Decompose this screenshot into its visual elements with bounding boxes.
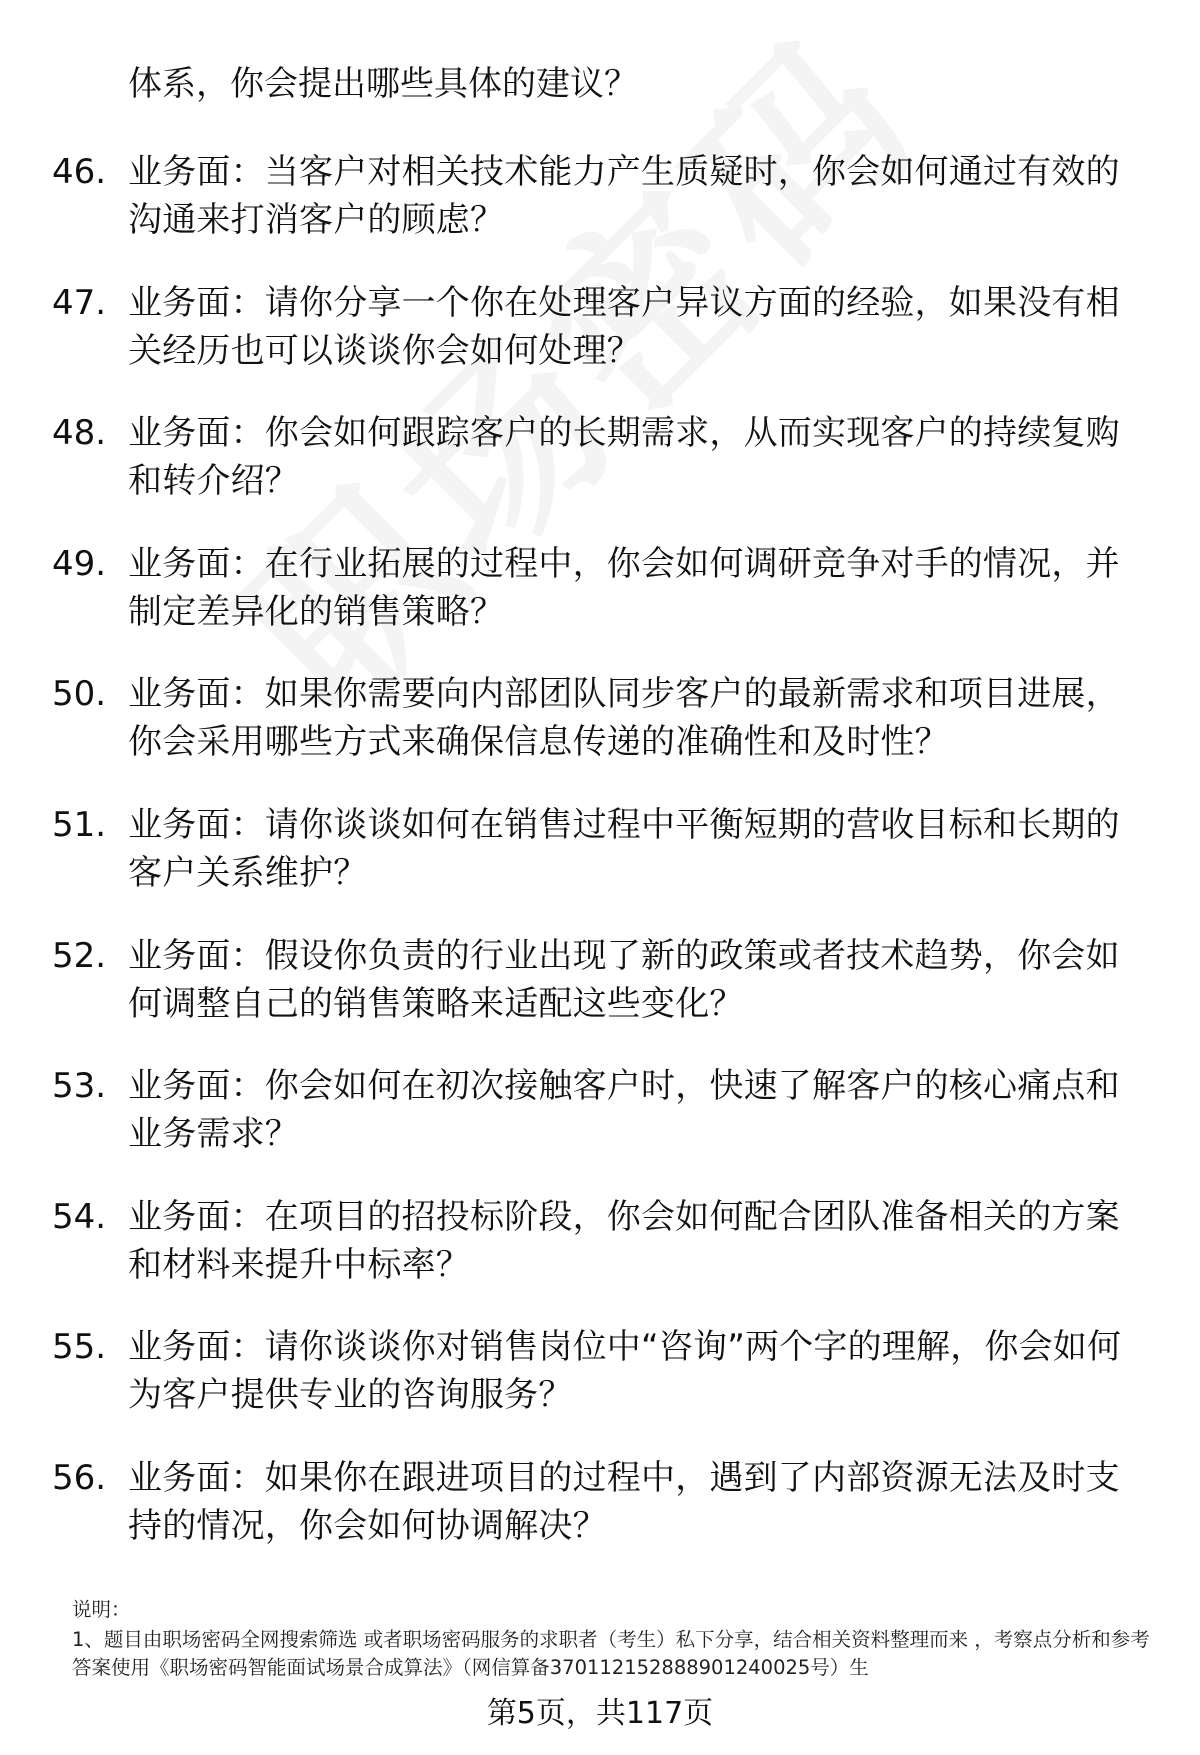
question-text: 业务面：在项目的招投标阶段，你会如何配合团队准备相关的方案和材料来提升中标率？ — [128, 1196, 1120, 1285]
question-number: 47. — [52, 282, 107, 323]
question-item — [0, 409, 1200, 519]
question-number: 46. — [52, 152, 107, 192]
question-item — [0, 932, 1200, 1042]
notes-section — [72, 1596, 1152, 1682]
question-item — [0, 670, 1200, 780]
question-text: 业务面：你会如何跟踪客户的长期需求，从而实现客户的持续复购和转介绍？ — [128, 413, 1120, 502]
question-text: 业务面：当客户对相关技术能力产生质疑时，你会如何通过有效的沟通来打消客户的顾虑？ — [128, 152, 1120, 240]
question-number: 50. — [52, 674, 107, 715]
question-text: 业务面：如果你在跟进项目的过程中，遇到了内部资源无法及时支持的情况，你会如何协调解决？ — [128, 1457, 1120, 1546]
question-number: 54. — [52, 1196, 107, 1237]
page-number: 第5页，共117页 — [486, 1696, 714, 1731]
continuation-text: 体系，你会提出哪些具体的建议？ — [128, 64, 638, 104]
question-number: 52. — [52, 935, 107, 976]
question-number: 56. — [52, 1457, 107, 1498]
question-item — [0, 540, 1200, 650]
question-item — [0, 1062, 1200, 1172]
question-number: 55. — [52, 1327, 107, 1368]
question-number: 49. — [52, 543, 107, 584]
question-text: 业务面：请你谈谈如何在销售过程中平衡短期的营收目标和长期的客户关系维护？ — [128, 804, 1120, 893]
question-item — [0, 1193, 1200, 1303]
question-list — [0, 148, 1200, 1585]
question-text: 业务面：在行业拓展的过程中，你会如何调研竞争对手的情况，并制定差异化的销售策略？ — [128, 543, 1120, 632]
question-number: 48. — [52, 413, 107, 454]
question-item — [0, 1323, 1200, 1433]
question-text: 业务面：假设你负责的行业出现了新的政策或者技术趋势，你会如何调整自己的销售策略来适配这些变化？ — [128, 935, 1120, 1024]
question-number: 51. — [52, 804, 107, 845]
question-item — [0, 801, 1200, 911]
notes-heading: 说明： — [72, 1598, 131, 1621]
question-text: 业务面：你会如何在初次接触客户时，快速了解客户的核心痛点和业务需求？ — [128, 1066, 1120, 1155]
question-number: 53. — [52, 1066, 107, 1107]
question-item — [0, 279, 1200, 389]
question-text: 业务面：请你分享一个你在处理客户异议方面的经验，如果没有相关经历也可以谈谈你会如何处理？ — [128, 282, 1120, 371]
question-item — [0, 148, 1200, 258]
question-text: 业务面：如果你需要向内部团队同步客户的最新需求和项目进展，你会采用哪些方式来确保信息传递的准确性和及时性？ — [128, 674, 1120, 763]
notes-body: 1、题目由职场密码全网搜索筛选 或者职场密码服务的求职者（考生）私下分享，结合相关资料整理而来 ，考察点分析和参考答案使用《职场密码智能面试场景合成算法》（网信算备370112152888901240025号）生 — [72, 1628, 1150, 1679]
question-item — [0, 1454, 1200, 1564]
question-text: 业务面：请你谈谈你对销售岗位中“咨询”两个字的理解，你会如何为客户提供专业的咨询服务？ — [128, 1327, 1122, 1416]
